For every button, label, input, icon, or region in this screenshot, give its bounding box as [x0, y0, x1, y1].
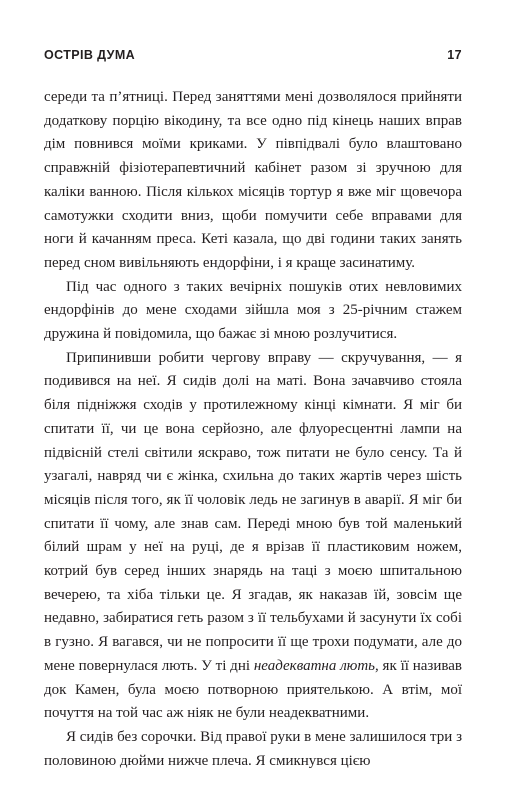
- book-title: ОСТРІВ ДУМА: [44, 48, 136, 62]
- paragraph-text-continued: , як її називав док Камен, була моєю потворною приятелькою. А втім, мої почуття на той час аж ніяк не були неадекватними.: [44, 657, 462, 722]
- page-body: [44, 86, 462, 773]
- paragraph-text: Під час одного з таких вечірніх пошуків отих невловимих ендорфінів до мене сходами зійшла моя з 25-річним стажем дружина й повідомила, що бажає зі мною розлучитися.: [44, 278, 462, 343]
- page-number: 17: [447, 48, 462, 62]
- paragraph: [44, 86, 462, 276]
- paragraph: [44, 347, 462, 726]
- italic-phrase: неадекватна лють: [253, 657, 375, 674]
- paragraph-text: Я сидів без сорочки. Від правої руки в мене залишилося три з половиною дюйми нижче плеча. Я смикнувся цією: [44, 728, 462, 769]
- paragraph-text: Припинивши робити чергову вправу — скручування, — я подивився на неї. Я сидів долі на маті. Вона зачавчиво стояла біля підніжжя сходів у протилежному кінці кімнати. Я міг би спитати її, чи це вона серйозно, але флуоресцентні лампи на підвісній стелі світили яскраво, тож питати не було сенсу. Та й узагалі, навряд чи є жінка, схильна до таких жартів через шість місяців після того, як її чоловік ледь не загинув в аварії. Я міг би спитати її чому, але знав сам. Переді мною був той маленький білий шрам у неї на руці, де я врізав її пластиковим ножем, котрий був серед інших знарядь на таці з моєю шпитальною вечерею, та хіба тільки це. Я згадав, як наказав їй, зовсім ще недавно, забиратися геть разом з її тельбухами й засунути їх собі в гузно. Я вагався, чи не попросити її ще трохи подумати, але до мене повернулася лють. У ті дні: [44, 349, 462, 674]
- paragraph: [44, 276, 462, 347]
- paragraph: [44, 726, 462, 773]
- running-header: [44, 45, 462, 65]
- paragraph-text: середи та п’ятниці. Перед заняттями мені дозволялося прийняти додаткову порцію вікодину, та все одно під кінець наших вправ дім повнився моїми криками. У півпідвалі було влаштовано справжній фізіотерапевтичний кабінет разом зі зручною для каліки ванною. Після кількох місяців тортур я вже міг щовечора самотужки сходити вниз, щоби помучити себе вправами для ноги й качанням преса. Кеті казала, що дві години таких занять перед сном вивільняють ендорфіни, і я краще засинатиму.: [44, 89, 462, 271]
